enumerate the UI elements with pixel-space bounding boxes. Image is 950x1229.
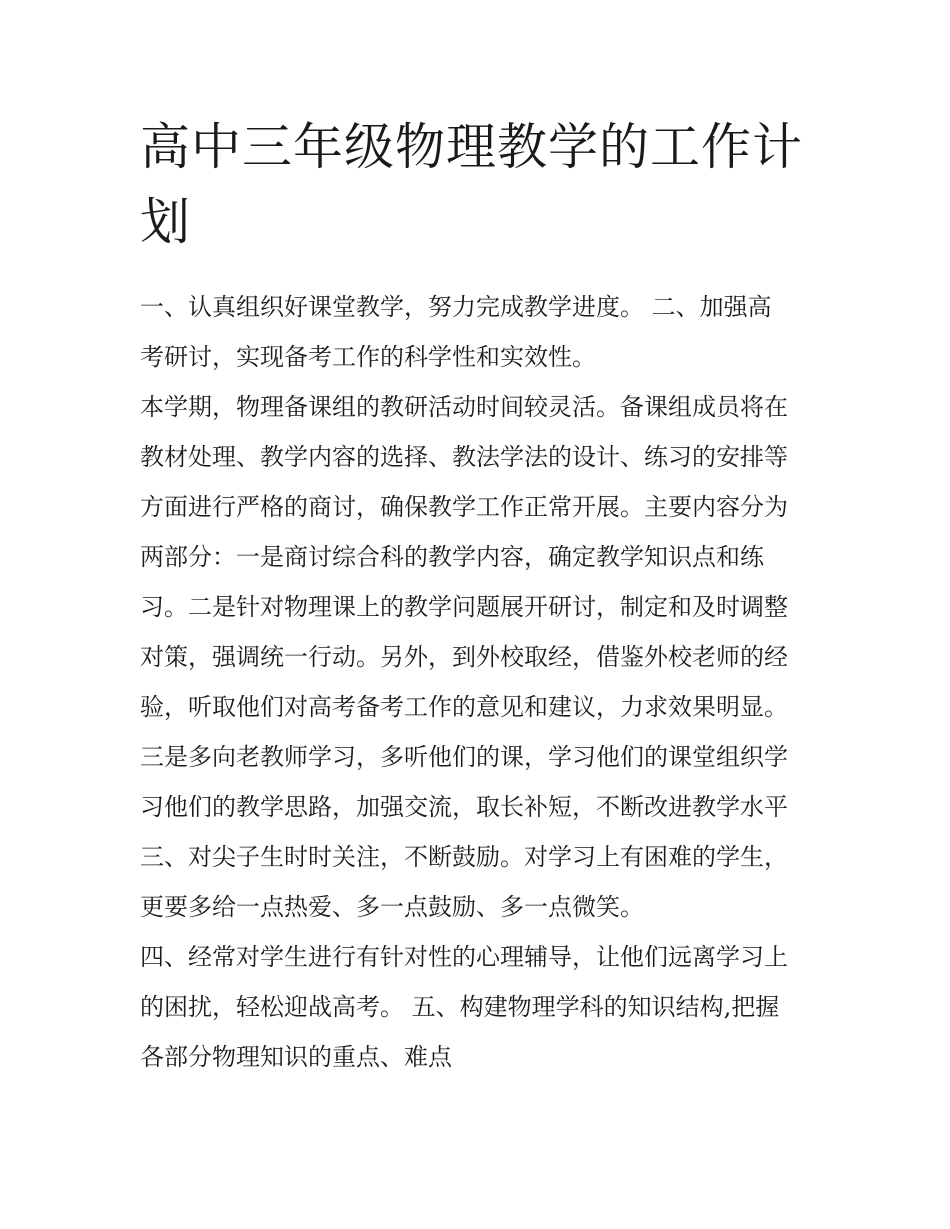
body-line: 本学期，物理备课组的教研活动时间较灵活。备课组成员将在 [140,393,788,421]
title-line-2: 划 [140,193,191,251]
body-line: 对策，强调统一行动。另外，到外校取经，借鉴外校老师的经 [140,643,788,671]
document-page [140,110,820,1082]
document-body [140,282,820,1082]
body-line: 四、经常对学生进行有针对性的心理辅导，让他们远离学习上 [140,943,788,971]
body-line: 更要多给一点热爱、多一点鼓励、多一点微笑。 [140,893,644,921]
body-line: 考研讨，实现备考工作的科学性和实效性。 [140,343,596,371]
title-line-1: 高中三年级物理教学的工作计 [140,118,803,176]
body-line: 各部分物理知识的重点、难点 [140,1043,452,1071]
body-line: 三、对尖子生时时关注，不断鼓励。对学习上有困难的学生， [140,843,788,871]
body-line: 一、认真组织好课堂教学，努力完成教学进度。 二、加强高 [140,293,772,321]
body-line: 两部分：一是商讨综合科的教学内容，确定教学知识点和练 [140,543,764,571]
body-line: 三是多向老教师学习，多听他们的课，学习他们的课堂组织学 [140,743,788,771]
body-line: 的困扰，轻松迎战高考。 五、构建物理学科的知识结构,把握 [140,993,780,1021]
body-line: 验，听取他们对高考备考工作的意见和建议，力求效果明显。 [140,693,788,721]
body-line: 教材处理、教学内容的选择、教法学法的设计、练习的安排等 [140,443,788,471]
body-line: 习。二是针对物理课上的教学问题展开研讨，制定和及时调整 [140,593,788,621]
body-line: 方面进行严格的商讨，确保教学工作正常开展。主要内容分为 [140,493,788,521]
body-line: 习他们的教学思路，加强交流，取长补短，不断改进教学水平 [140,793,788,821]
document-title [140,110,820,260]
